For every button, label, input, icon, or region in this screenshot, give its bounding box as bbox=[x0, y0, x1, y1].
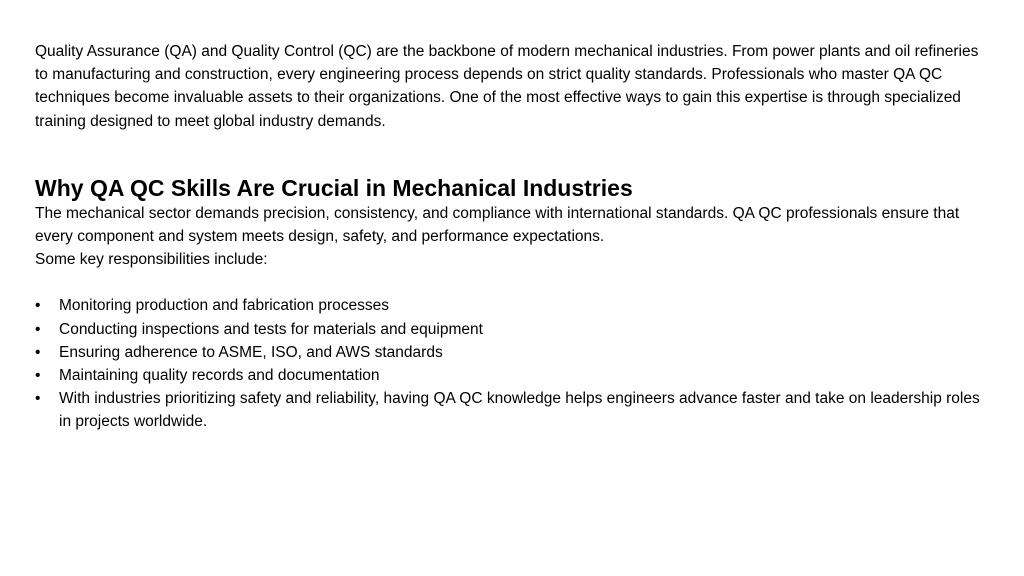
list-item bbox=[35, 387, 995, 433]
list-item bbox=[35, 364, 995, 387]
section-heading: Why QA QC Skills Are Crucial in Mechanical Industries bbox=[35, 174, 633, 201]
intro-paragraph: Quality Assurance (QA) and Quality Control (QC) are the backbone of modern mechanical industries. From power plants and oil refineries to manufacturing and construction, every engineering process depends on strict quality standards. Professionals who master QA QC techniques become invaluable assets to their organizations. One of the most effective ways to gain this expertise is through specialized training designed to meet global industry demands. bbox=[35, 43, 979, 130]
list-item bbox=[35, 341, 995, 364]
bullet-icon: • bbox=[35, 297, 41, 315]
section-lead-in: Some key responsibilities include: bbox=[35, 251, 268, 269]
list-item-text: Maintaining quality records and documentation bbox=[59, 367, 380, 385]
list-item-text: Monitoring production and fabrication processes bbox=[59, 297, 389, 315]
section-body: The mechanical sector demands precision, consistency, and compliance with international standards. QA QC professionals ensure that every component and system meets design, safety, and performance expectations. bbox=[35, 204, 960, 246]
bullet-icon: • bbox=[35, 367, 41, 385]
responsibilities-list bbox=[35, 294, 995, 433]
list-item-text: Ensuring adherence to ASME, ISO, and AWS standards bbox=[59, 343, 443, 361]
bullet-icon: • bbox=[35, 320, 41, 338]
list-item-text: With industries prioritizing safety and reliability, having QA QC knowledge helps engineers advance faster and take on leadership roles in projects worldwide. bbox=[59, 390, 980, 431]
list-item bbox=[35, 318, 995, 341]
list-item-text: Conducting inspections and tests for materials and equipment bbox=[59, 320, 483, 338]
bullet-icon: • bbox=[35, 343, 41, 361]
slide-content bbox=[35, 40, 995, 434]
bullet-icon: • bbox=[35, 390, 41, 408]
list-item bbox=[35, 294, 995, 317]
